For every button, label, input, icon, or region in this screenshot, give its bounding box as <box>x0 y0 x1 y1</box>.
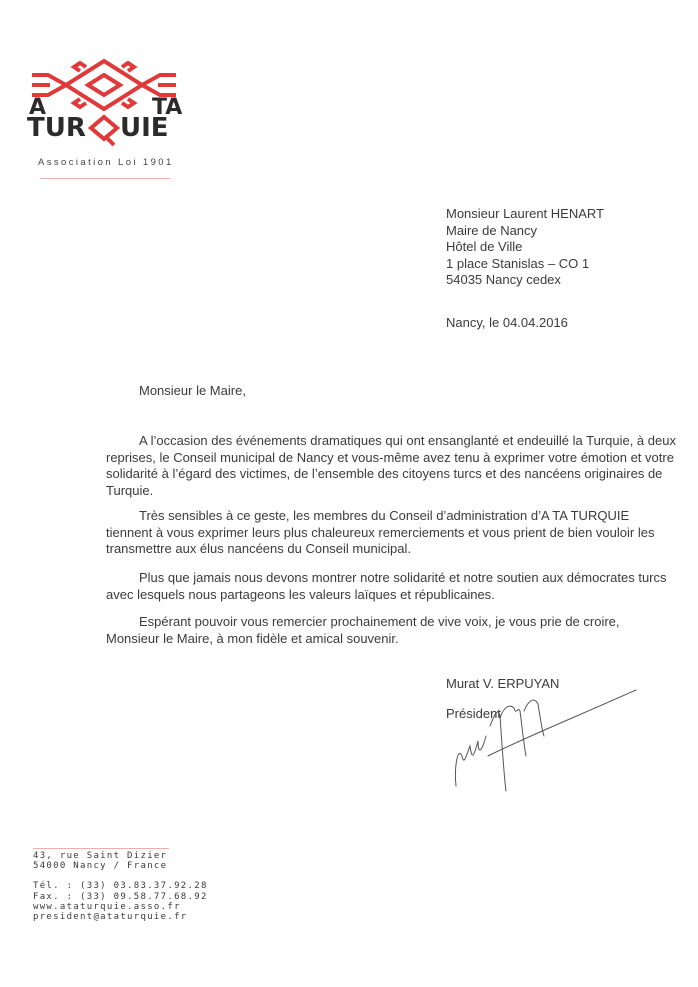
footer-divider <box>33 848 169 849</box>
logo-letter-a: A <box>29 95 47 120</box>
footer-address-line: 43, rue Saint Dizier <box>33 851 168 861</box>
footer-spacer <box>33 871 208 881</box>
footer-fax: Fax. : (33) 09.58.77.68.92 <box>33 891 208 902</box>
recipient-address <box>446 206 604 289</box>
signer-title: Président <box>446 706 501 721</box>
logo-letters-uie: UIE <box>120 113 169 143</box>
recipient-line: Hôtel de Ville <box>446 239 523 255</box>
footer-address-line: 54000 Nancy / France <box>33 861 168 872</box>
date-line: Nancy, le 04.04.2016 <box>446 315 568 330</box>
logo-letters-ta: TA <box>152 95 183 120</box>
footer-contact <box>33 851 208 922</box>
footer-phone: Tél. : (33) 03.83.37.92.28 <box>33 881 208 892</box>
logo-letters-tur: TUR <box>27 113 86 143</box>
salutation: Monsieur le Maire, <box>139 383 246 398</box>
letter-paragraph: Très sensibles à ce geste, les membres du Conseil d’administration d’A TA TURQUIE tiennent à vous exprimer leurs plus chaleureux remerciements et vous prient de bien vouloir les transmettre aux élus nancéens du Conseil municipal. <box>106 508 655 557</box>
footer-website[interactable]: www.ataturquie.asso.fr <box>33 901 181 912</box>
header-divider <box>40 178 170 179</box>
association-tagline: Association Loi 1901 <box>38 157 174 168</box>
recipient-line: Monsieur Laurent HENART <box>446 206 604 221</box>
letter-paragraph: Espérant pouvoir vous remercier prochainement de vive voix, je vous prie de croire, Monsieur le Maire, à mon fidèle et amical souvenir. <box>106 614 620 646</box>
footer-email[interactable]: president@ataturquie.fr <box>33 912 188 923</box>
recipient-line: 1 place Stanislas – CO 1 <box>446 255 590 271</box>
letter-paragraph: A l’occasion des événements dramatiques qui ont ensanglanté et endeuillé la Turquie, à deux reprises, le Conseil municipal de Nancy et vous-même avez tenu à exprimer votre émotion et votre solidarité à l’égard des victimes, de l’ensemble des citoyens turcs et des nancéens originaires de Turquie. <box>106 433 676 498</box>
signer-name: Murat V. ERPUYAN <box>446 676 560 691</box>
recipient-line: 54035 Nancy cedex <box>446 272 561 288</box>
letter-paragraph: Plus que jamais nous devons montrer notre solidarité et notre soutien aux démocrates turcs avec lesquels nous partageons les valeurs laïques et républicaines. <box>106 570 667 602</box>
handwritten-signature-icon <box>448 686 638 796</box>
logo-q-diamond-icon <box>88 114 120 146</box>
recipient-line: Maire de Nancy <box>446 222 538 238</box>
